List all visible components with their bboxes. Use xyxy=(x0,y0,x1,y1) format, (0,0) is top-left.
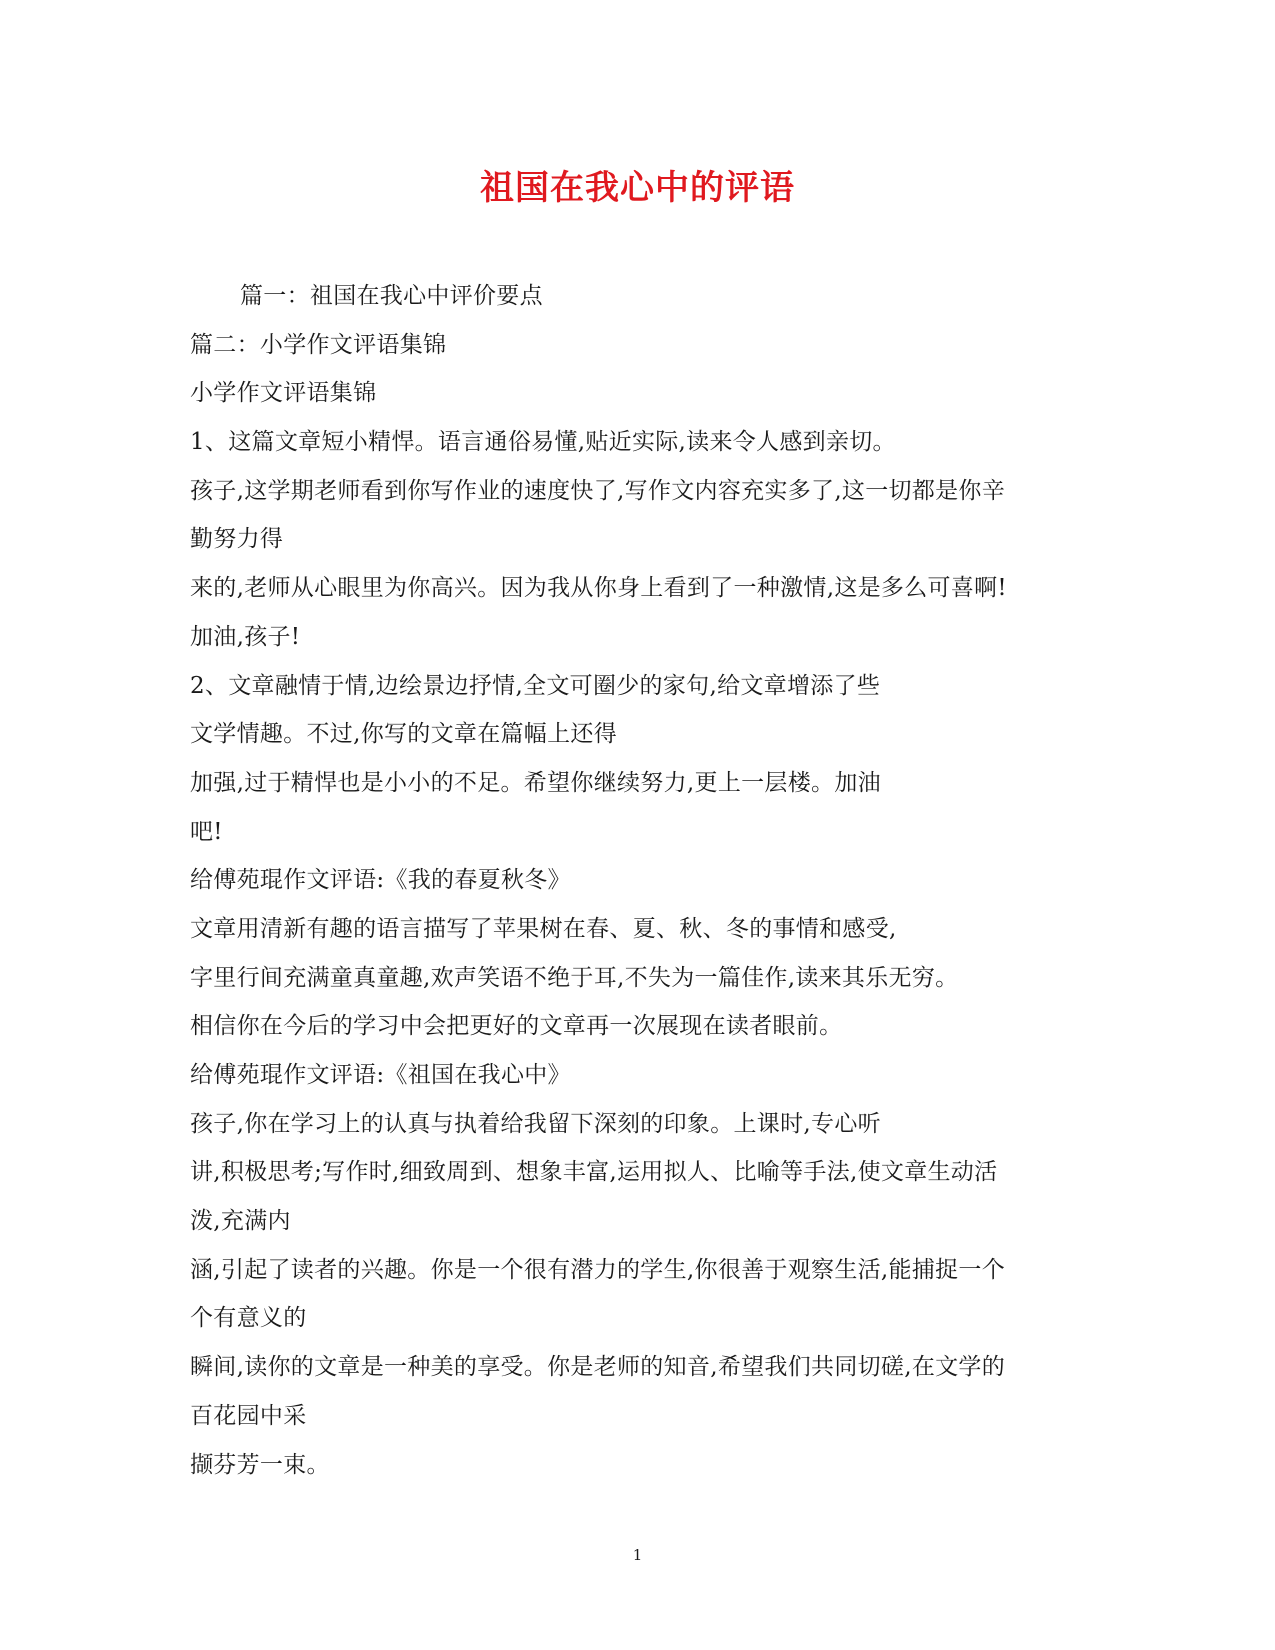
text-line: 百花园中采 xyxy=(190,1402,307,1429)
text-line: 文学情趣。不过,你写的文章在篇幅上还得 xyxy=(190,721,618,748)
text-line: 相信你在今后的学习中会把更好的文章再一次展现在读者眼前。 xyxy=(190,1013,843,1040)
text-line: 瞬间,读你的文章是一种美的享受。你是老师的知音,希望我们共同切磋,在文学的 xyxy=(190,1354,1006,1381)
text-line: 给傅苑琨作文评语:《我的春夏秋冬》 xyxy=(190,867,571,894)
text-line: 加油,孩子! xyxy=(190,623,301,650)
document-body xyxy=(190,278,1090,1495)
text-line: 篇一：祖国在我心中评价要点 xyxy=(240,283,543,309)
text-line: 2、文章融情于情,边绘景边抒情,全文可圈少的家句,给文章增添了些 xyxy=(190,672,881,699)
text-line: 撷芬芳一束。 xyxy=(190,1451,330,1478)
text-line: 孩子,这学期老师看到你写作业的速度快了,写作文内容充实多了,这一切都是你辛 xyxy=(190,477,1006,504)
text-line: 涵,引起了读者的兴趣。你是一个很有潜力的学生,你很善于观察生活,能捕捉一个 xyxy=(190,1256,1006,1283)
text-line: 字里行间充满童真童趣,欢声笑语不绝于耳,不失为一篇佳作,读来其乐无穷。 xyxy=(190,964,959,991)
text-line: 来的,老师从心眼里为你高兴。因为我从你身上看到了一种激情,这是多么可喜啊! xyxy=(190,575,1007,602)
text-line: 篇二：小学作文评语集锦 xyxy=(190,331,447,358)
text-line: 个有意义的 xyxy=(190,1305,307,1332)
text-line: 泼,充满内 xyxy=(190,1208,291,1235)
text-line: 孩子,你在学习上的认真与执着给我留下深刻的印象。上课时,专心听 xyxy=(190,1110,881,1137)
text-line: 小学作文评语集锦 xyxy=(190,380,377,407)
text-line: 讲,积极思考;写作时,细致周到、想象丰富,运用拟人、比喻等手法,使文章生动活 xyxy=(190,1159,998,1186)
text-line: 给傅苑琨作文评语:《祖国在我心中》 xyxy=(190,1062,571,1088)
text-line: 文章用清新有趣的语言描写了苹果树在春、夏、秋、冬的事情和感受, xyxy=(190,915,897,942)
text-line: 1、这篇文章短小精悍。语言通俗易懂,贴近实际,读来令人感到亲切。 xyxy=(190,429,896,456)
text-line: 吧! xyxy=(190,818,223,845)
document-title: 祖国在我心中的评语 xyxy=(480,168,795,208)
text-line: 加强,过于精悍也是小小的不足。希望你继续努力,更上一层楼。加油 xyxy=(190,769,881,796)
text-line: 勤努力得 xyxy=(190,526,284,553)
page-number: 1 xyxy=(632,1546,643,1564)
